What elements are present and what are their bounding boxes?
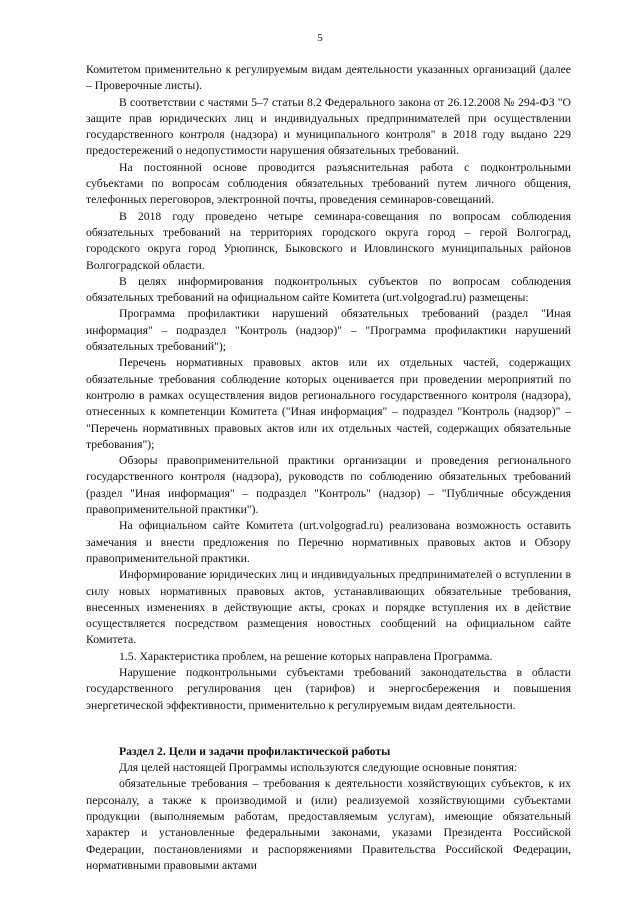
paragraph: Для целей настоящей Программы используются следующие основные понятия: — [119, 761, 518, 775]
paragraph: В 2018 году проведено четыре семинара-совещания по вопросам соблюдения обязательных требований на территориях городского округа город – герой Волгоград, городского округа город Урюпинск, Быковского и Иловлинского муниципальных районов Волгоградской области. — [86, 209, 571, 272]
paragraph: обязательные требования – требования к деятельности хозяйствующих субъектов, к их персоналу, а также к производимой и (или) реализуемой хозяйствующими субъектами продукции (выполняемым работам, предоставляемым услугам), имеющие обязательный характер и установленные федеральными законами, указами Президента Российской Федерации, постановлениями и распоряжениями Правительства Российской Федерации, нормативными правовыми актами — [86, 777, 571, 872]
paragraph: Программа профилактики нарушений обязательных требований (раздел "Иная информация" – подраздел "Контроль (надзор)" – "Программа профилактики нарушений обязательных требований"); — [86, 307, 571, 354]
paragraph: В соответствии с частями 5–7 статьи 8.2 Федерального закона от 26.12.2008 № 294-ФЗ "О защите прав юридических лиц и индивидуальных предпринимателей при осуществлении государственного контроля (надзора) и муниципального контроля" в 2018 году выдано 229 предостережений о недопустимости нарушения обязательных требований. — [86, 95, 571, 158]
paragraph: На официальном сайте Комитета (urt.volgograd.ru) реализована возможность оставить замечания и внести предложения по Перечню нормативных правовых актов и Обзору правоприменительной практики. — [86, 519, 571, 565]
paragraph: 1.5. Характеристика проблем, на решение которых направлена Программа. — [119, 649, 493, 663]
section-heading: Раздел 2. Цели и задачи профилактической работы — [119, 744, 391, 758]
paragraph: Информирование юридических лиц и индивидуальных предпринимателей о вступлении в силу новых нормативных правовых актов, устанавливающих обязательные требования, внесенных изменениях в действующие акты, сроках и порядке вступления их в действие осуществляется посредством размещения новостных сообщений на официальном сайте Комитета. — [86, 568, 571, 647]
paragraph: На постоянной основе проводится разъяснительная работа с подконтрольными субъектами по вопросам соблюдения обязательных требований путем личного общения, телефонных переговоров, электронной почты, проведения семинаров-совещаний. — [86, 160, 571, 207]
paragraph: Нарушение подконтрольными субъектами требований законодательства в области государственного регулирования цен (тарифов) и энергосбережения и повышения энергетической эффективности, применительно к регулируемым видам деятельности. — [86, 665, 571, 712]
paragraph: Комитетом применительно к регулируемым видам деятельности указанных организаций (далее – Проверочные листы). — [86, 63, 571, 93]
paragraph: Перечень нормативных правовых актов или их отдельных частей, содержащих обязательные требования соблюдение которых оценивается при проведении мероприятий по контролю в рамках осуществления видов регионального государственного контроля (надзора), отнесенных к компетенции Комитета ("Иная информация" – подраздел "Контроль (надзор)" – "Перечень нормативных правовых актов или их отдельных частей, содержащих обязательные требования"); — [86, 356, 571, 451]
paragraph: В целях информирования подконтрольных субъектов по вопросам соблюдения обязательных требований на официальном сайте Комитета (urt.volgograd.ru) размещены: — [86, 274, 571, 305]
paragraph: Обзоры правоприменительной практики организации и проведения регионального государственного контроля (надзора), руководств по соблюдению обязательных требований (раздел "Иная информация" – подраздел "Контроль" (надзор) – "Публичные обсуждения правоприменительной практики"). — [86, 454, 571, 517]
document-body — [86, 62, 571, 874]
page-number: 5 — [317, 32, 323, 44]
